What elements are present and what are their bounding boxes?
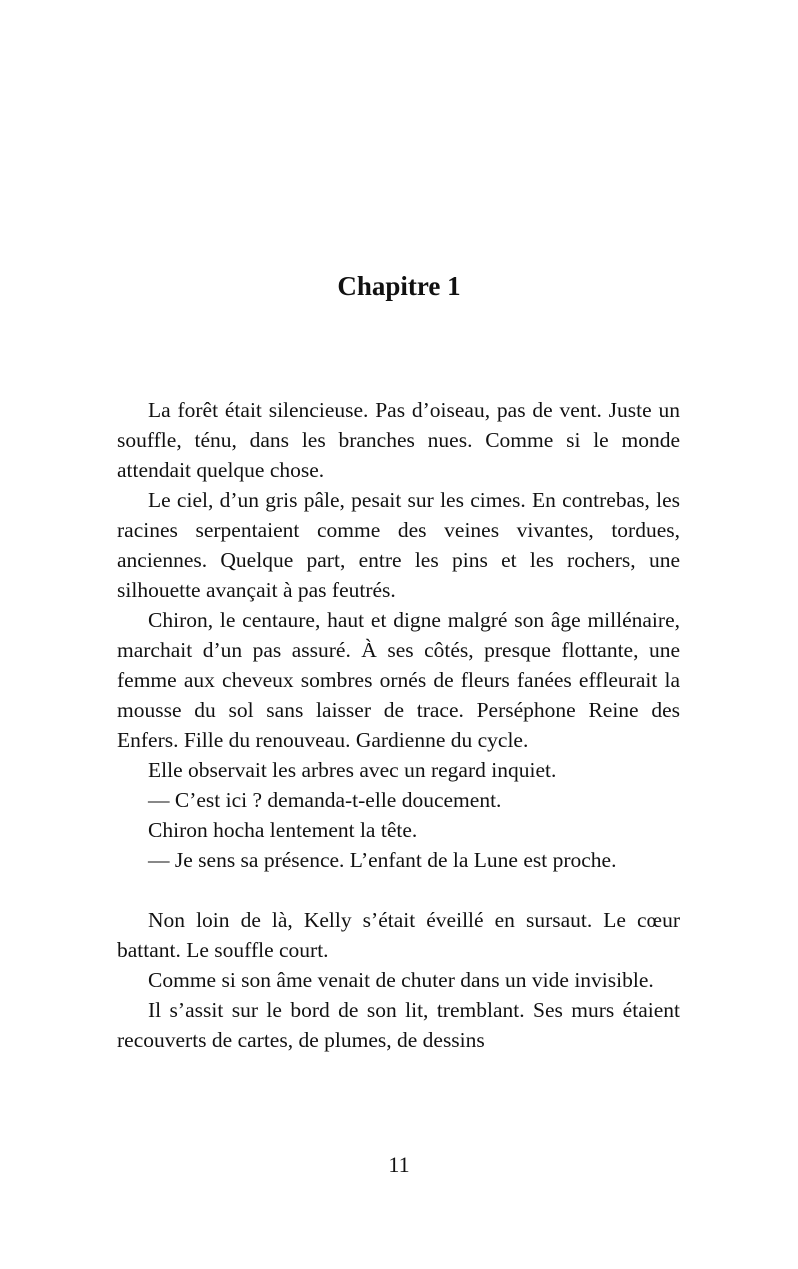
chapter-title: Chapitre 1: [337, 271, 461, 301]
page-number: 11: [388, 1152, 410, 1177]
paragraph: Elle observait les arbres avec un regard inquiet.: [148, 758, 557, 782]
paragraph: La forêt était silencieuse. Pas d’oiseau, pas de vent. Juste un souffle, ténu, dans les branches nues. Comme si le monde attendait quelque chose.: [117, 398, 680, 482]
paragraph: Chiron, le centaure, haut et digne malgré son âge millénaire, marchait d’un pas assuré. À ses côtés, presque flottante, une femme aux cheveux sombres ornés de fleurs fanées effleurait la mousse du sol sans laisser de trace. Perséphone Reine des Enfers. Fille du renouveau. Gardienne du cycle.: [117, 608, 680, 752]
paragraph: Il s’assit sur le bord de son lit, tremblant. Ses murs étaient recouverts de cartes, de plumes, de dessins: [117, 998, 680, 1052]
paragraph: Non loin de là, Kelly s’était éveillé en sursaut. Le cœur battant. Le souffle court.: [117, 908, 680, 962]
paragraph: Comme si son âme venait de chuter dans un vide invisible.: [148, 968, 654, 992]
dialogue-line: — C’est ici ? demanda-t-elle doucement.: [148, 788, 502, 812]
paragraph: Le ciel, d’un gris pâle, pesait sur les cimes. En contrebas, les racines serpentaient comme des veines vivantes, tordues, anciennes. Quelque part, entre les pins et les rochers, une silhouette avançait à pas feutrés.: [117, 488, 680, 602]
chapter-body: [117, 395, 680, 1055]
paragraph: Chiron hocha lentement la tête.: [148, 818, 418, 842]
dialogue-line: — Je sens sa présence. L’enfant de la Lune est proche.: [148, 848, 617, 872]
